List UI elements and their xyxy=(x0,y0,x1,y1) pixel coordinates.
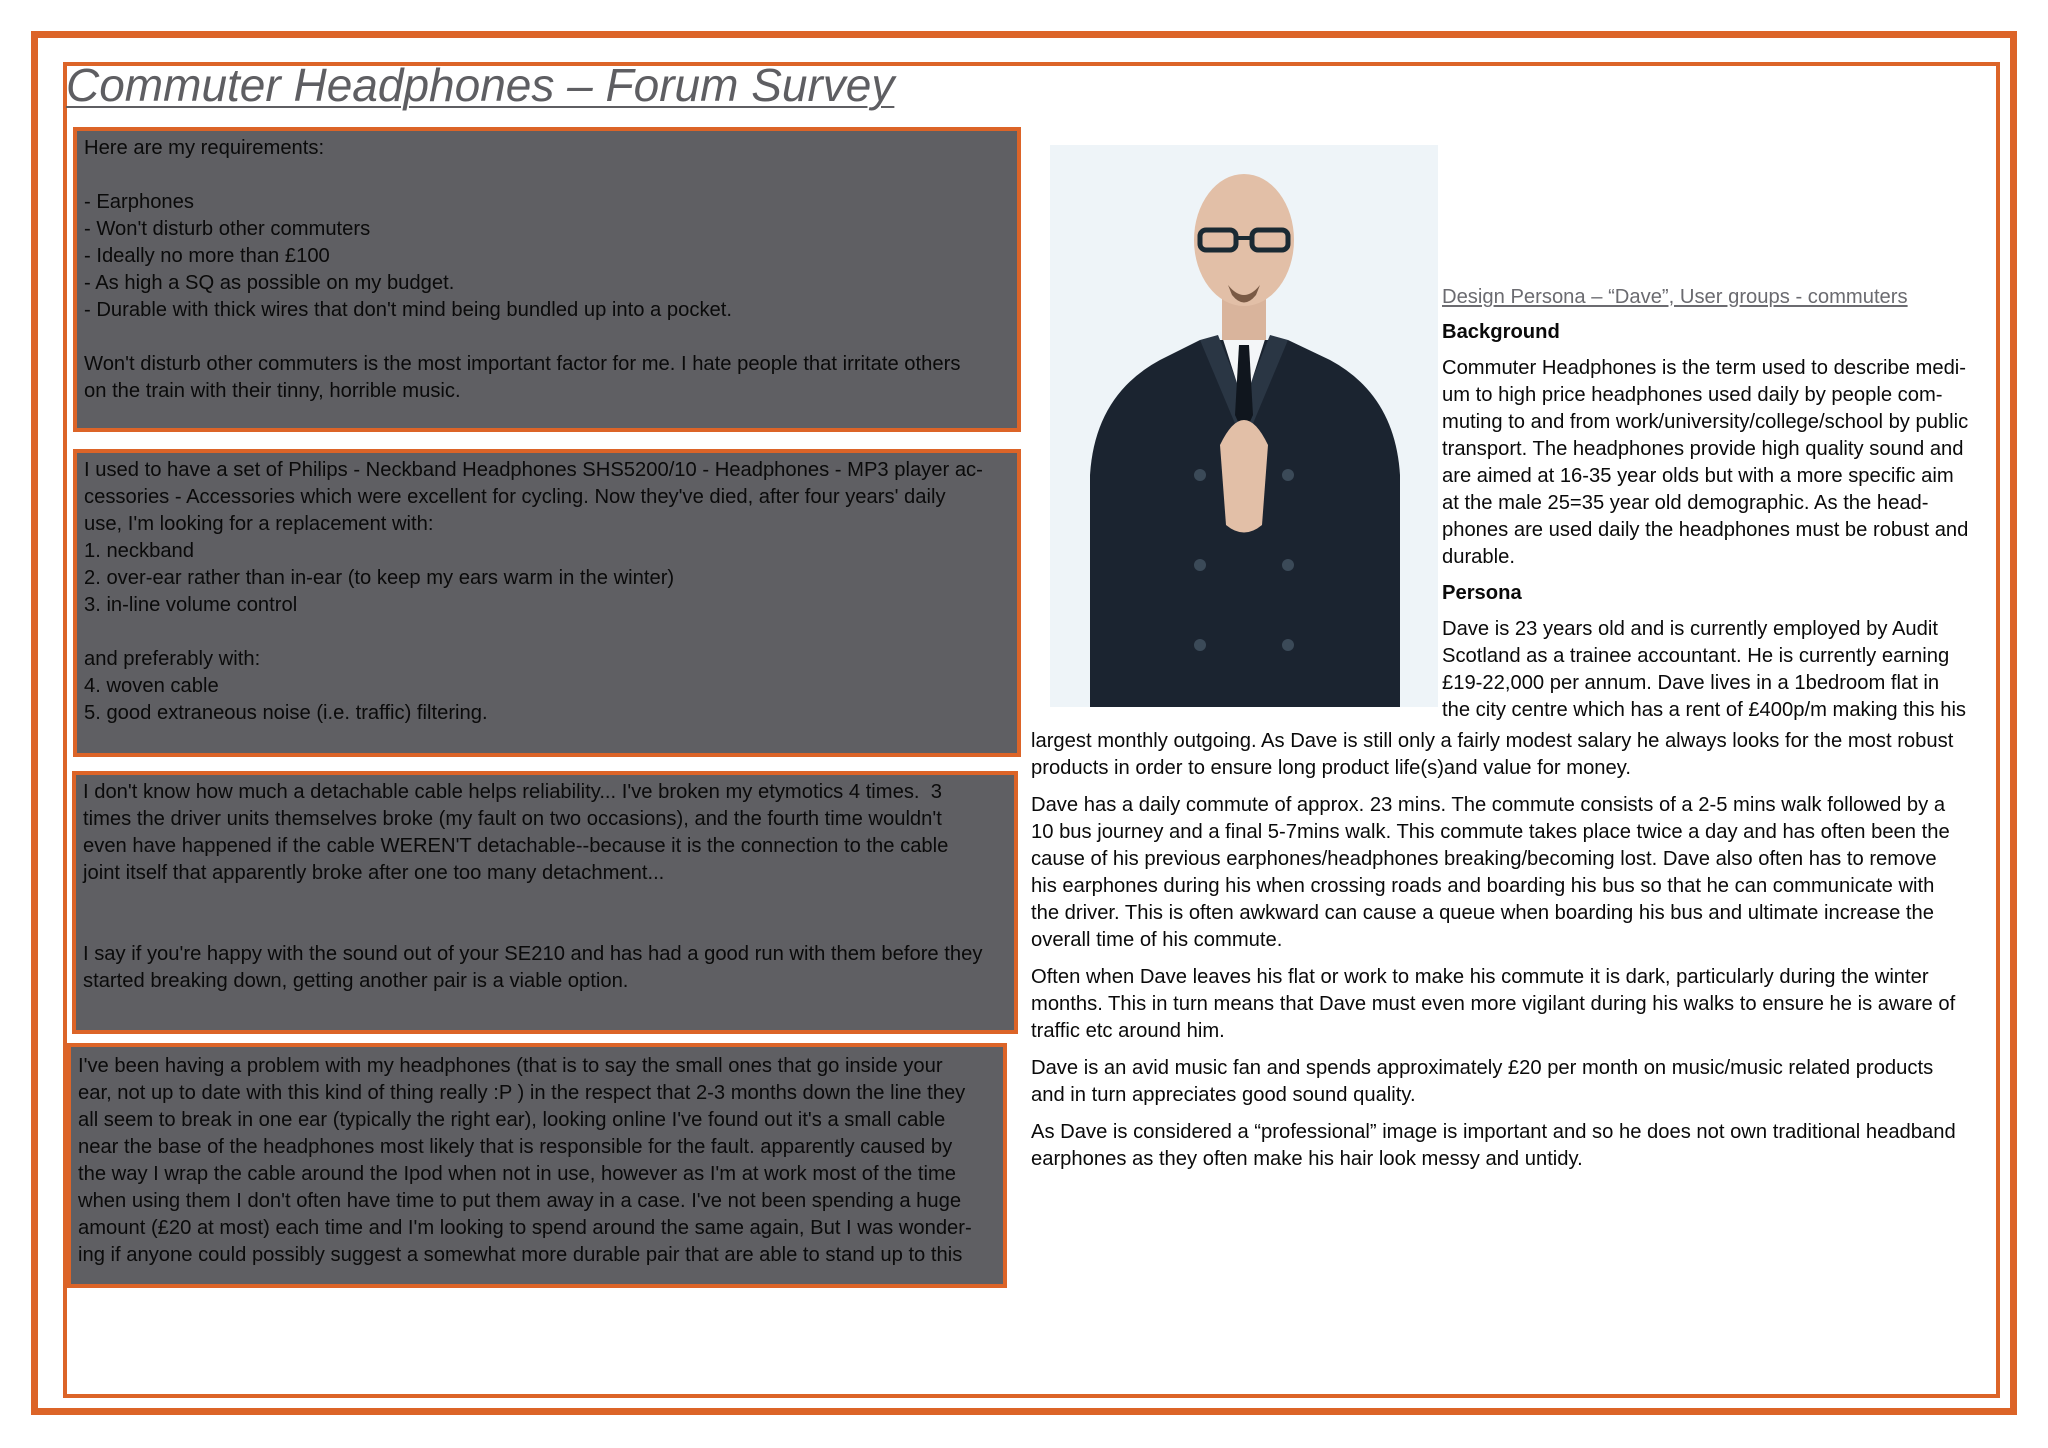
forum-post-detachable-cable: I don't know how much a detachable cable helps reliability... I've broken my etymotics 4 times. 3 times the driver units themselves broke (my fault on two occasions), and the fourth time wouldn't even have happened if the cable WEREN'T detachable--because it is the connection to the cable joint itself that apparently broke after one too many detachment... I say if you're happy with the sound out of your SE210 and has had a good run with them before they started breaking down, getting another pair is a viable option. xyxy=(72,771,1018,1034)
forum-post-requirements: Here are my requirements: - Earphones - Won't disturb other commuters - Ideally no more than £100 - As high a SQ as possible on my budget. - Durable with thick wires that don't mind being bundled up into a pocket. Won't disturb other commuters is the most important factor for me. I hate people that irritate others on the train with their tinny, horrible music. xyxy=(73,127,1021,432)
music-fan-paragraph: Dave is an avid music fan and spends approximately £20 per month on music/music related products and in turn appreciates good sound quality. xyxy=(1031,1057,1934,1106)
dark-commute-paragraph: Often when Dave leaves his flat or work to make his commute it is dark, particularly during the winter months. This in turn means that Dave must even more vigilant during his walks to ensure he is aware of traffic etc around him. xyxy=(1031,966,1956,1042)
commute-paragraph: Dave has a daily commute of approx. 23 mins. The commute consists of a 2-5 mins walk followed by a 10 bus journey and a final 5-7mins walk. This commute takes place twice a day and has often been the cause of his previous earphones/headphones breaking/becoming lost. Dave also often has to remove his earphones during his when crossing roads and boarding his bus so that he can communicate with the driver. This is often awkward can cause a queue when boarding his bus and ultimate increase the overall time of his commute. xyxy=(1031,794,1950,951)
persona-photo xyxy=(1050,145,1438,707)
persona-intro-tail: largest monthly outgoing. As Dave is still only a fairly modest salary he always looks for the most robust products in order to ensure long product life(s)and value for money. xyxy=(1031,730,1954,779)
persona-intro: Dave is 23 years old and is currently employed by Audit Scotland as a trainee accountant. He is currently earning £19-22,000 per annum. Dave lives in a 1bedroom flat in the city centre which has a rent of £400p/m making this his xyxy=(1442,618,1967,721)
professional-image-paragraph: As Dave is considered a “professional” image is important and so he does not own traditional headband earphones as they often make his hair look messy and untidy. xyxy=(1031,1121,1956,1170)
background-text: Commuter Headphones is the term used to describe medi- um to high price headphones used daily by people com- muting to and from work/university/college/school by public transport. The headphones provide high quality sound and are aimed at 16-35 year olds but with a more specific aim at the male 25=35 year old demographic. As the head- phones are used daily the headphones must be robust and durable. xyxy=(1442,357,1969,568)
forum-post-broken-earphones: I've been having a problem with my headphones (that is to say the small ones that go inside your ear, not up to date with this kind of thing really :P ) in the respect that 2-3 months down the line they all seem to break in one ear (typically the right ear), looking online I've found out it's a small cable near the base of the headphones most likely that is responsible for the fault. apparently caused by the way I wrap the cable around the Ipod when not in use, however as I'm at work most of the time when using them I don't often have time to put them away in a case. I've not been spending a huge amount (£20 at most) each time and I'm looking to spend around the same again, But I was wonder- ing if anyone could possibly suggest a somewhat more durable pair that are able to stand up to this xyxy=(67,1043,1007,1288)
persona-description xyxy=(1442,284,1992,724)
page-title: Commuter Headphones – Forum Survey xyxy=(66,59,895,111)
background-heading: Background xyxy=(1442,321,1560,343)
persona-heading: Persona xyxy=(1442,582,1522,604)
persona-paragraphs xyxy=(1031,792,1991,1183)
persona-intro-continued xyxy=(1031,728,1991,782)
forum-post-neckband: I used to have a set of Philips - Neckband Headphones SHS5200/10 - Headphones - MP3 player ac- cessories - Accessories which were excellent for cycling. Now they've died, after four years' daily use, I'm looking for a replacement with: 1. neckband 2. over-ear rather than in-ear (to keep my ears warm in the winter) 3. in-line volume control and preferably with: 4. woven cable 5. good extraneous noise (i.e. traffic) filtering. xyxy=(73,449,1021,757)
persona-link[interactable]: Design Persona – “Dave”, User groups - commuters xyxy=(1442,286,1908,308)
